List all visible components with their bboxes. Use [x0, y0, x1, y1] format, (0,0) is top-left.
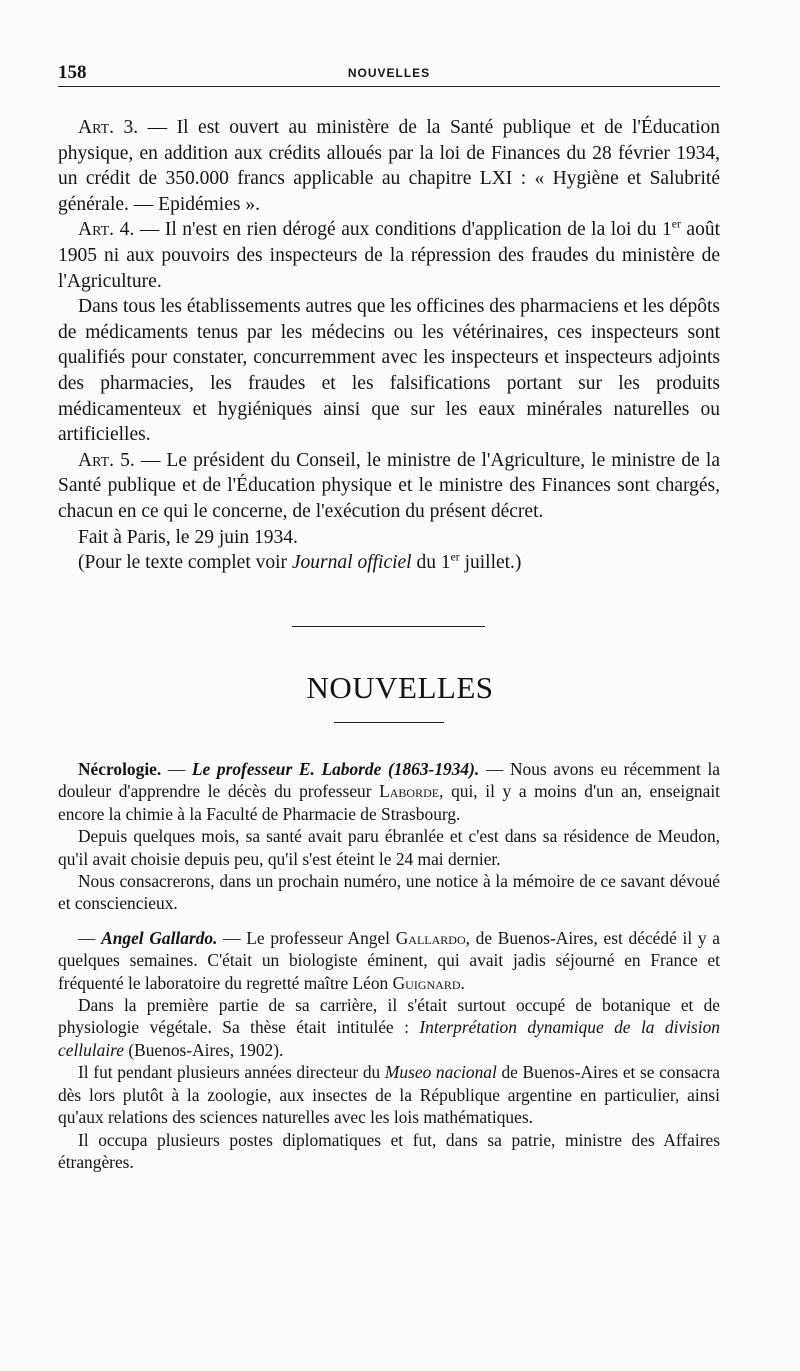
laborde-paragraph-2: Depuis quelques mois, sa santé avait paru ébranlée et c'est dans sa résidence de Meudon, qu'il avait choisie depuis peu, qu'il s'est éteint le 24 mai dernier.: [58, 826, 720, 869]
article-3-label: Art. 3.: [78, 117, 139, 138]
gallardo-paragraph-4: Il occupa plusieurs postes diplomatiques et fut, dans sa patrie, ministre des Affaires étrangères.: [58, 1129, 720, 1172]
article-5: Art. 5. — Le président du Conseil, le ministre de l'Agriculture, le ministre de la Santé publique et de l'Éducation physique et le ministre des Finances sont chargés, chacun en ce qui le concerne, de l'exécution du présent décret.: [58, 449, 720, 522]
decree-section: [58, 115, 720, 576]
article-4-label: Art. 4.: [78, 219, 135, 241]
article-4: Art. 4. — Il n'est en rien dérogé aux conditions d'application de la loi du 1er août 1905 ni aux pouvoirs des inspecteurs de la répression des fraudes du ministère de l'Agriculture.: [58, 217, 720, 292]
article-3: Art. 3. — Il est ouvert au ministère de la Santé publique et de l'Éducation physique, en addition aux crédits alloués par la loi de Finances du 28 février 1934, un crédit de 350.000 francs applicable au chapitre LXI : « Hygiène et Salubrité générale. — Epidémies ».: [58, 117, 720, 215]
laborde-heading: Le professeur E. Laborde (1863-1934).: [191, 759, 480, 779]
laborde-obituary: Nécrologie. — Le professeur E. Laborde (1863-1934). — Nous avons eu récemment la douleur d'apprendre le décès du professeur Laborde, qui, il y a moins d'un an, enseignait encore la chimie à la Faculté de Pharmacie de Strasbourg.: [58, 759, 721, 824]
section-title: NOUVELLES: [306, 670, 494, 705]
gallardo-heading: Angel Gallardo.: [101, 927, 218, 948]
title-underline: [334, 722, 444, 723]
signature-line: Fait à Paris, le 29 juin 1934.: [78, 526, 298, 548]
journal-note: (Pour le texte complet voir Journal officiel du 1er juillet.): [78, 550, 522, 574]
running-title: NOUVELLES: [347, 66, 431, 80]
inspectors-paragraph: Dans tous les établissements autres que les officines des pharmaciens et les dépôts de médicaments tenus par les médecins ou les vétérinaires, ces inspecteurs sont qualifiés pour constater, concurremment avec les inspecteurs et inspecteurs adjoints des pharmacies, les fraudes et les falsifications portant sur les produits médicamenteux et hygiéniques ainsi que sur les eaux minérales naturelles ou artificielles.: [58, 296, 720, 446]
necrology-heading: Nécrologie.: [78, 759, 162, 779]
laborde-paragraph-3: Nous consacrerons, dans un prochain numéro, une notice à la mémoire de ce savant dévoué et consciencieux.: [58, 871, 720, 914]
thesis-title: Interprétation dynamique de la division cellulaire: [58, 1017, 720, 1060]
separator-rule: [292, 626, 485, 627]
news-section: [58, 758, 720, 1173]
page-number: 158: [58, 62, 87, 83]
running-header: [58, 62, 720, 87]
gallardo-paragraph-2: Dans la première partie de sa carrière, il s'était surtout occupé de botanique et de physiologie végétale. Sa thèse était intitulée : Interprétation dynamique de la division cellulaire (Buenos-Aires, 1902).: [58, 995, 720, 1060]
gallardo-paragraph-3: Il fut pendant plusieurs années directeur du Museo nacional de Buenos-Aires et se consacra dès lors plutôt à la zoologie, aux insectes de la République argentine en particulier, ainsi qu'aux relations des sciences naturelles avec les lois mathématiques.: [58, 1062, 720, 1128]
gallardo-obituary: — Angel Gallardo. — Le professeur Angel Gallardo, de Buenos-Aires, est décédé il y a quelques semaines. C'était un biologiste éminent, qui avait jadis séjourné en France et fréquenté le laboratoire du regretté maître Léon Guignard.: [58, 927, 721, 993]
article-5-label: Art. 5.: [78, 449, 135, 471]
